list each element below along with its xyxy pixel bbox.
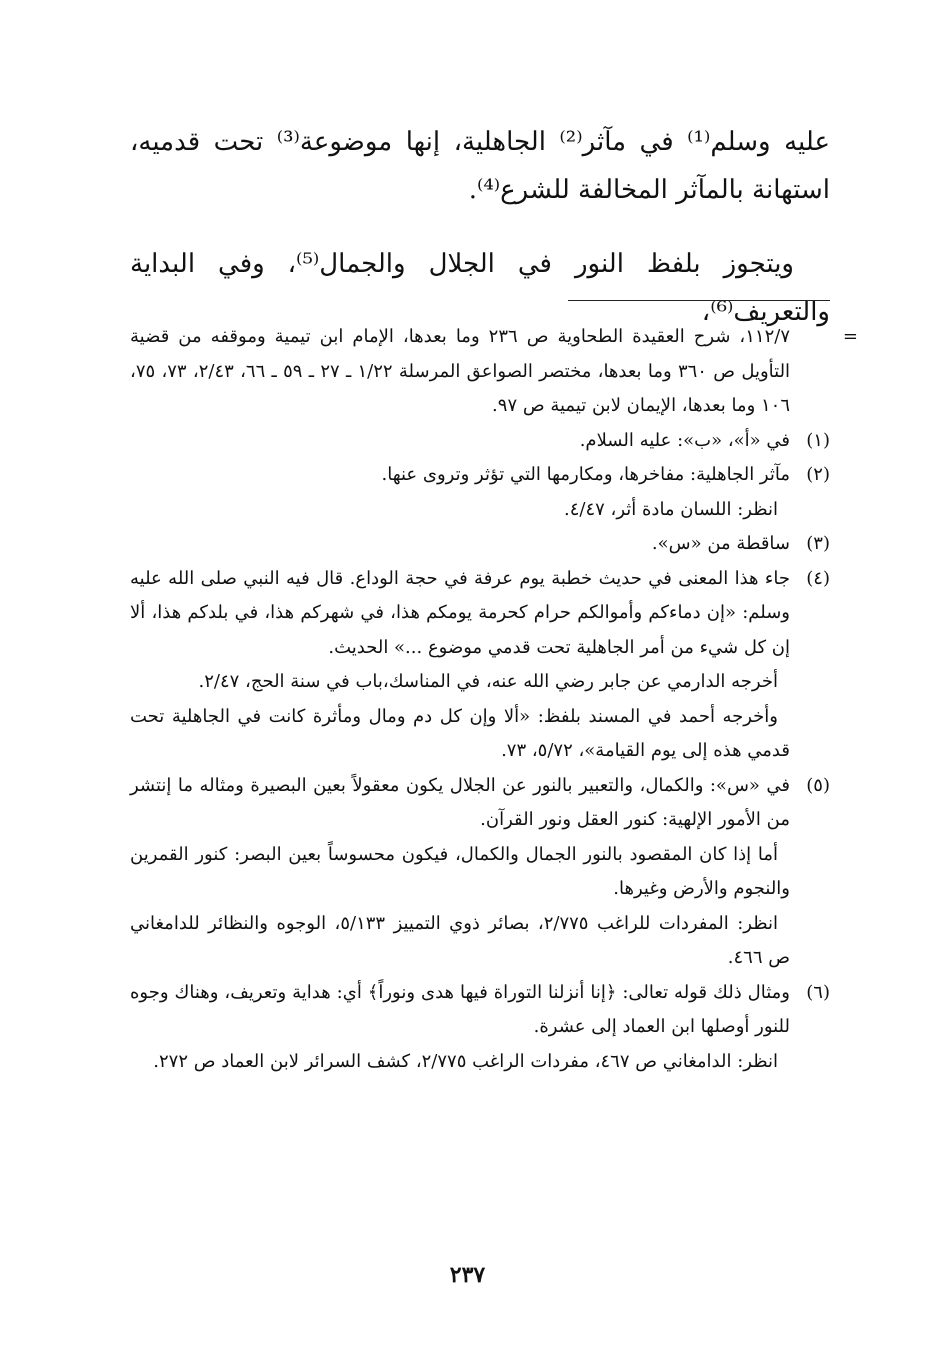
footnote-line: في «أ»، «ب»: عليه السلام.: [579, 429, 790, 451]
footnote-number: (٦): [806, 981, 830, 1003]
footnote-body: [130, 769, 790, 976]
footnote-1: [130, 424, 830, 459]
footnote-line: جاء هذا المعنى في حديث خطبة يوم عرفة في حجة الوداع. قال فيه النبي صلى الله عليه وسلم: «إن دماءكم وأموالكم حرام كحرمة يومكم هذا، في شهركم هذا، في بلدكم هذا، ألا إن كل شيء من أمر الجاهلية تحت قدمي موضوع ...» الحديث.: [130, 567, 790, 658]
main-paragraph-1: عليه وسلم⁽¹⁾ في مآثر⁽²⁾ الجاهلية، إنها موضوعة⁽³⁾ تحت قدميه، استهانة بالمآثر المخالفة للشرع⁽⁴⁾.: [130, 127, 830, 205]
footnote-body: [130, 424, 790, 459]
footnote-5: [130, 769, 830, 976]
footnote-number: (٣): [806, 533, 830, 554]
footnote-separator: [568, 300, 830, 301]
continuation-mark: =: [842, 326, 858, 347]
footnote-line: أخرجه الدارمي عن جابر رضي الله عنه، في المناسك،باب في سنة الحج، ٢/٤٧.: [198, 671, 778, 692]
footnote-line: أما إذا كان المقصود بالنور الجمال والكمال، فيكون محسوساً بعين البصر: كنور القمرين والنجوم والأرض وغيرها.: [130, 843, 790, 899]
footnote-continuation: [130, 320, 858, 424]
footnote-line: وأخرجه أحمد في المسند بلفظ: «ألا وإن كل دم ومال ومأثرة كانت في الجاهلية تحت قدمي هذه إلى يوم القيامة»، ٥/٧٢، ٧٣.: [130, 705, 790, 761]
main-paragraph-2: ويتجوز بلفظ النور في الجلال والجمال⁽⁵⁾، وفي البداية والتعريف⁽⁶⁾،: [130, 249, 830, 327]
footnote-number: (٥): [806, 774, 830, 796]
footnote-number: (٤): [806, 567, 830, 589]
footnote-body: [130, 527, 790, 562]
main-text: [130, 118, 830, 336]
footnote-6: [130, 976, 830, 1080]
footnote-line: ساقطة من «س».: [651, 533, 790, 554]
footnote-number: (٢): [806, 464, 830, 485]
footnote-line: مآثر الجاهلية: مفاخرها، ومكارمها التي تؤثر وتروى عنها.: [381, 464, 790, 485]
continuation-text: ١١٢/٧، شرح العقيدة الطحاوية ص ٢٣٦ وما بعدها، الإمام ابن تيمية وموقفه من قضية التأويل ص ٣٦٠ وما بعدها، مختصر الصواعق المرسلة ١/٢٢ ـ ٢٧ ـ ٥٩ ـ ٦٦، ٢/٤٣، ٧٣، ٧٥، ١٠٦ وما بعدها، الإيمان لابن تيمية ص ٩٧.: [130, 326, 791, 416]
footnote-2: [130, 458, 830, 527]
footnote-body: [130, 976, 790, 1080]
footnote-line: انظر: اللسان مادة أثر، ٤/٤٧.: [563, 498, 778, 520]
footnotes: [130, 320, 858, 1079]
footnote-line: ومثال ذلك قوله تعالى: ﴿إنا أنزلنا التوراة فيها هدى ونوراً﴾ أي: هداية وتعريف، وهناك وجوه للنور أوصلها ابن العماد إلى عشرة.: [130, 981, 790, 1037]
footnote-line: انظر: الدامغاني ص ٤٦٧، مفردات الراغب ٢/٧٧٥، كشف السرائر لابن العماد ص ٢٧٢.: [153, 1050, 778, 1072]
footnote-number: (١): [806, 429, 830, 451]
footnote-line: انظر: المفردات للراغب ٢/٧٧٥، بصائر ذوي التمييز ٥/١٣٣، الوجوه والنظائر للدامغاني ص ٤٦٦.: [130, 912, 790, 968]
footnote-body: [130, 458, 790, 527]
footnote-body: [130, 562, 790, 769]
footnote-4: [130, 562, 830, 769]
footnote-line: في «س»: والكمال، والتعبير بالنور عن الجلال يكون معقولاً بعين البصيرة ومثاله ما إنتشر من الأمور الإلهية: كنور العقل ونور القرآن.: [130, 774, 790, 830]
footnote-3: [130, 527, 830, 562]
page-number: ٢٣٧: [449, 1262, 486, 1288]
